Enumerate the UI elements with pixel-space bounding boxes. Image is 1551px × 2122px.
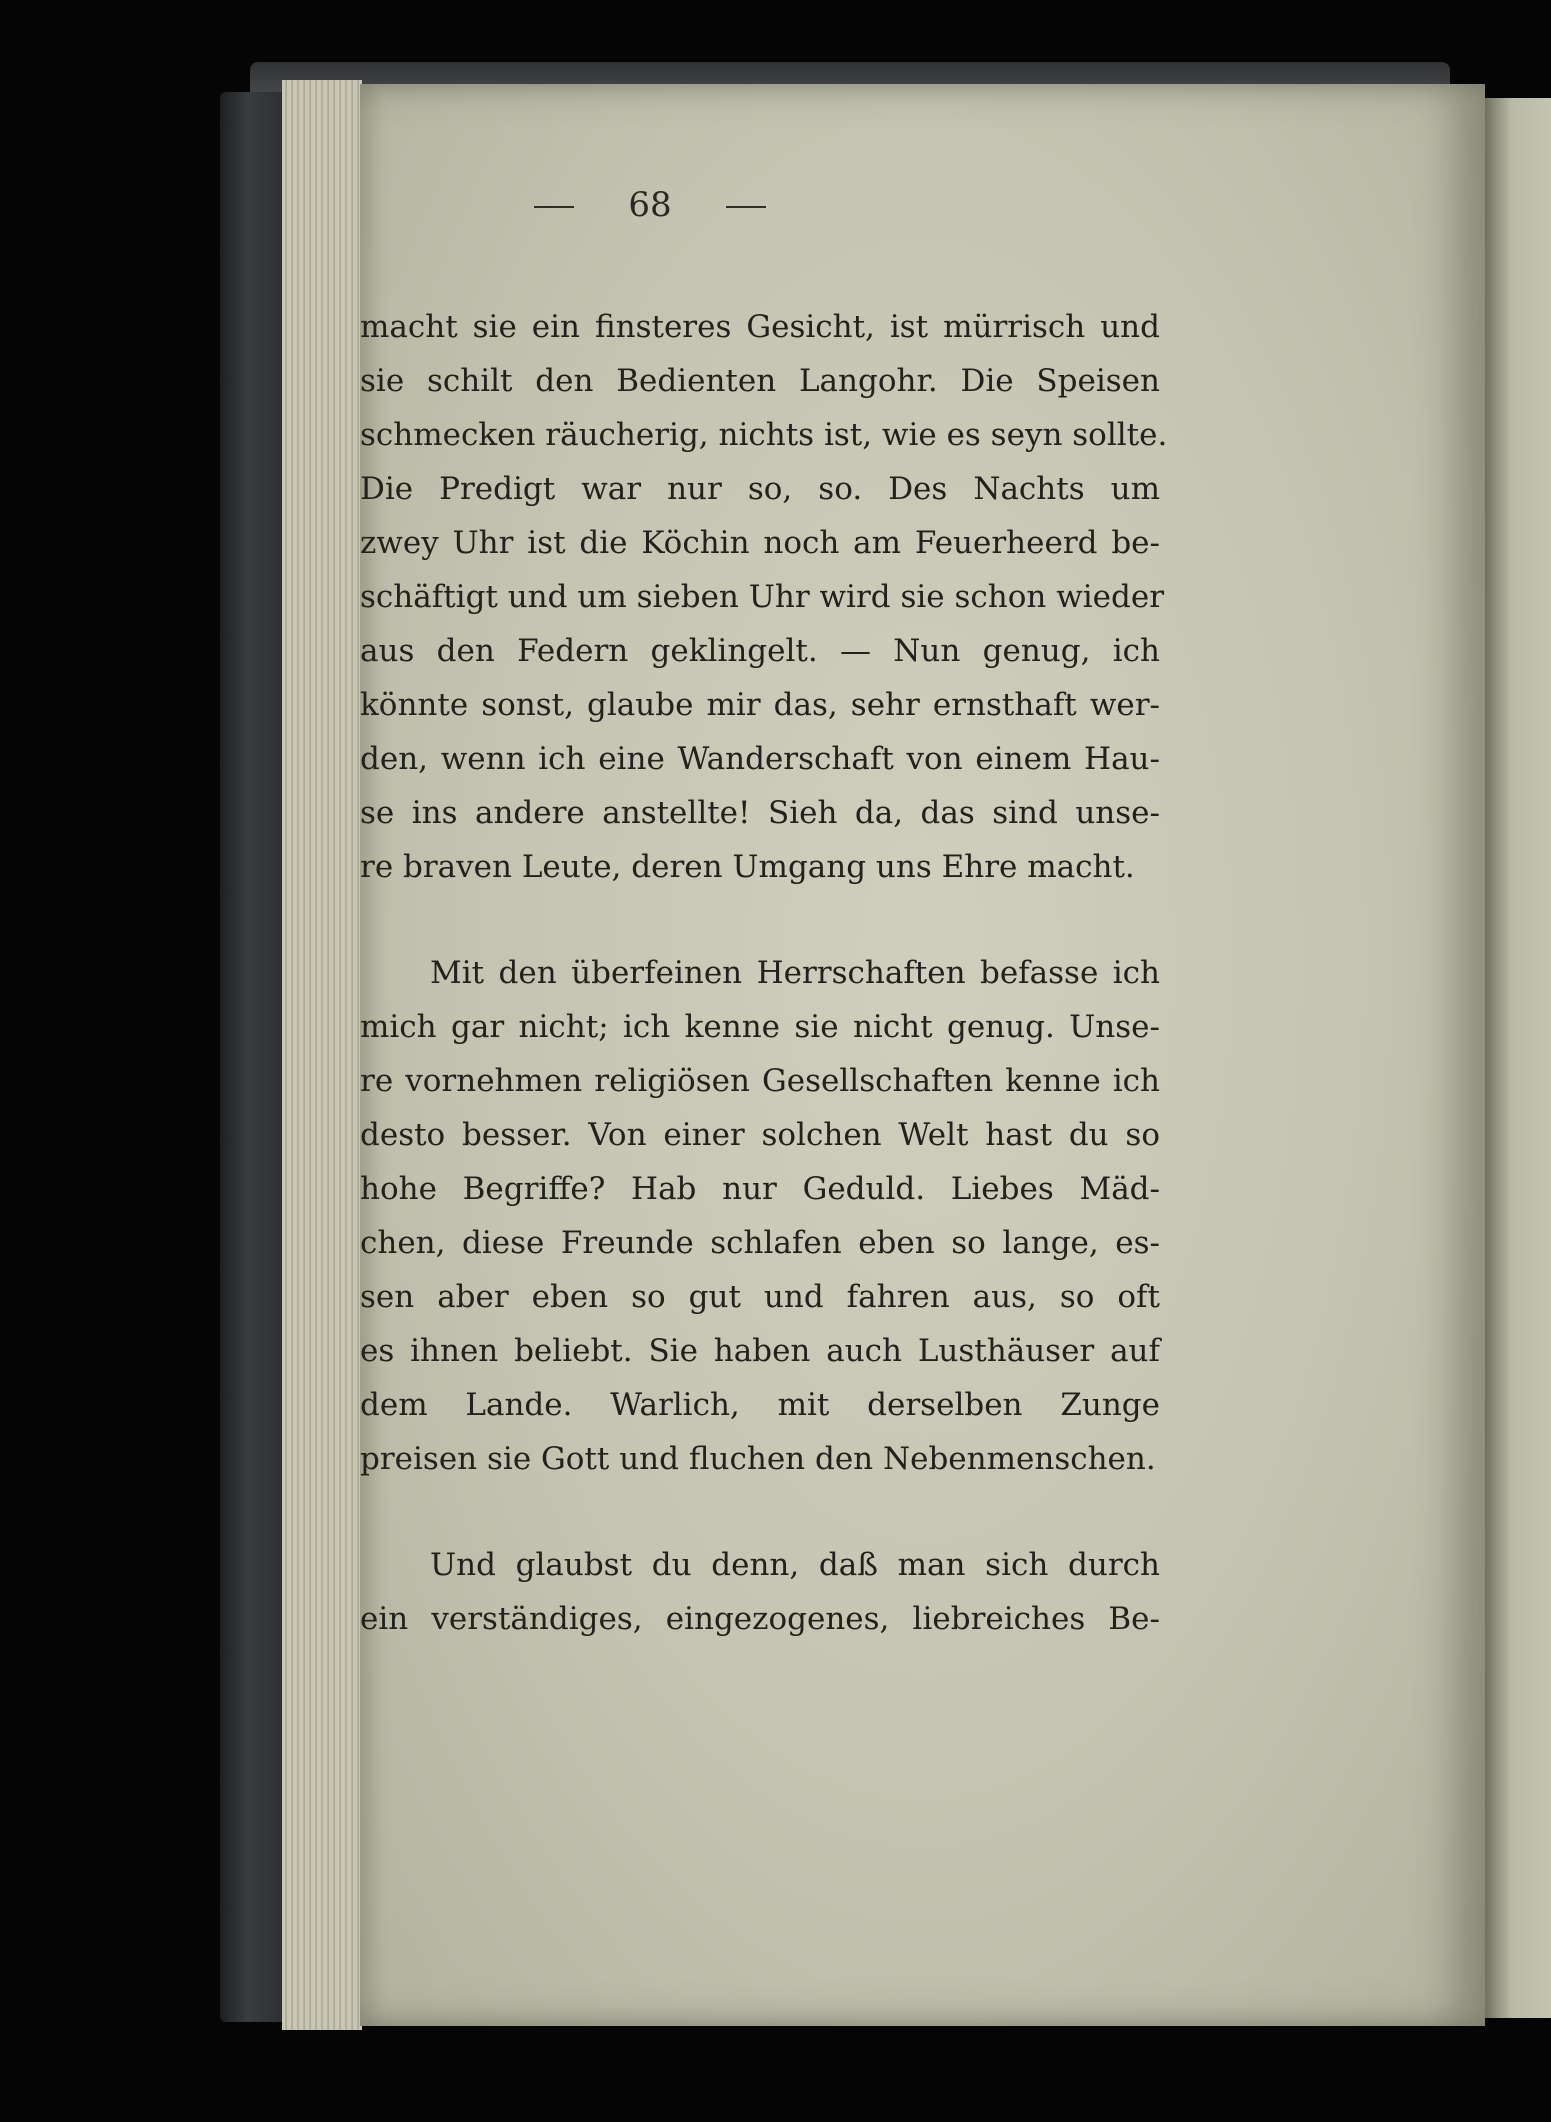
text-line: ein verständiges, eingezogenes, liebreiches Be- [360,1601,1160,1637]
text-line: desto besser. Von einer solchen Welt hast du so [360,1117,1160,1153]
page-text [360,300,1168,1646]
text-line: schäftigt und um sieben Uhr wird sie schon wieder [360,579,1165,615]
text-line: se ins andere anstellte! Sieh da, das sind unse- [360,795,1160,831]
text-line: könnte sonst, glaube mir das, sehr ernsthaft wer- [360,687,1160,723]
facing-page-edge [1485,98,1551,2018]
header-dash-left [534,206,574,208]
text-line: zwey Uhr ist die Köchin noch am Feuerheerd be- [360,525,1160,561]
text-line: schmecken räucherig, nichts ist, wie es seyn sollte. [360,417,1168,453]
text-line: dem Lande. Warlich, mit derselben Zunge [360,1387,1160,1423]
text-line: sie schilt den Bedienten Langohr. Die Speisen [360,363,1160,399]
page-number: 68 [628,185,672,225]
book-cover-spine [220,92,290,2022]
text-line: Mit den überfeinen Herrschaften befasse ich [430,955,1160,991]
paragraph-2 [360,946,1160,1486]
paragraph-gap [360,1486,1160,1538]
text-line: hohe Begriffe? Hab nur Geduld. Liebes Mäd- [360,1171,1160,1207]
paragraph-1 [360,300,1168,894]
paragraph-3 [360,1538,1160,1646]
header-dash-right [726,206,766,208]
text-line: aus den Federn geklingelt. — Nun genug, ich [360,633,1160,669]
text-line: den, wenn ich eine Wanderschaft von einem Hau- [360,741,1160,777]
paragraph-gap [360,894,1160,946]
text-line: chen, diese Freunde schlafen eben so lange, es- [360,1225,1160,1261]
text-line: Die Predigt war nur so, so. Des Nachts um [360,471,1160,507]
text-line: mich gar nicht; ich kenne sie nicht genug. Unse- [360,1009,1160,1045]
text-line: preisen sie Gott und fluchen den Nebenmenschen. [360,1441,1156,1477]
page-edges [282,80,362,2030]
text-line: es ihnen beliebt. Sie haben auch Lusthäuser auf [360,1333,1160,1369]
text-line: re braven Leute, deren Umgang uns Ehre macht. [360,849,1135,885]
text-line: sen aber eben so gut und fahren aus, so oft [360,1279,1160,1315]
text-line: Und glaubst du denn, daß man sich durch [430,1547,1160,1583]
text-line: macht sie ein finsteres Gesicht, ist mürrisch und [360,309,1160,345]
text-line: re vornehmen religiösen Gesellschaften kenne ich [360,1063,1160,1099]
page-header [360,170,940,240]
